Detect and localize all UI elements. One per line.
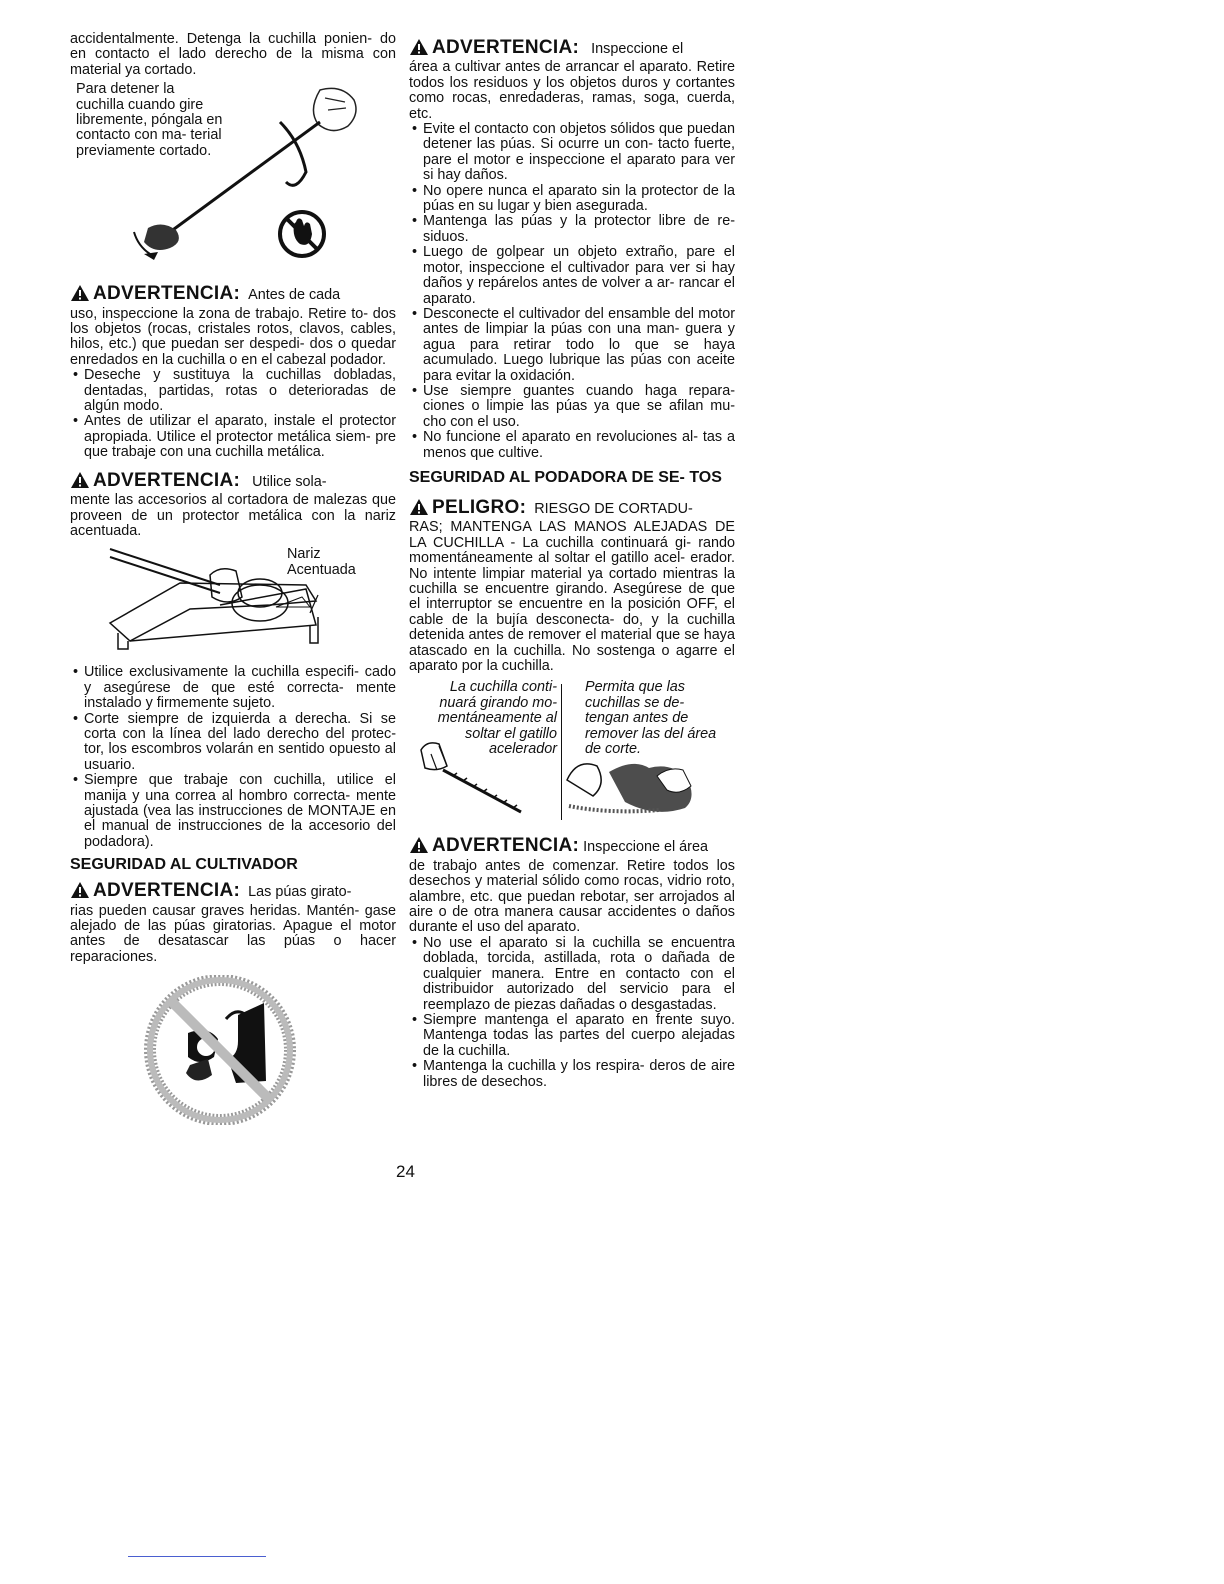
warning-3-text: rias pueden causar graves heridas. Mantén- gase alejado de las púas giratorias. Apague el motor antes de desatascar las púas o hacer reparaciones. — [70, 902, 396, 965]
right-column — [409, 32, 735, 1090]
warning-5-text: de trabajo antes de comenzar. Retire todos los desechos y material sólido como rocas, vidrio roto, alambre, etc. que puedan rebotar, ser arrojados al aire o de otra manera causar accidentes o daños durante el uso del aparato. — [409, 857, 735, 936]
warning-4-lead: Inspeccione el — [591, 41, 684, 57]
intro-text: accidentalmente. Detenga la cuchilla ponien- do en contacto el lado derecho de la misma con material ya cortado. — [70, 31, 396, 78]
list-item: • Utilice exclusivamente la cuchilla especifi- cado y asegúrese de que esté correcta- mente instalado y firmemente sujeto. — [84, 665, 396, 711]
list-item: • Mantenga las púas y la protector libre de re- siduos. — [423, 214, 735, 245]
trimmer-figure — [70, 82, 396, 278]
trimmer-figure-caption: Para detener la cuchilla cuando gire libremente, póngala en contacto con ma- terial previamente cortado. — [76, 81, 223, 159]
list-item: • Siempre mantenga el aparato en frente suyo. Mantenga todas las partes del cuerpo alejadas de la cuchilla. — [423, 1013, 735, 1059]
section-heading-cultivator: SEGURIDAD AL CULTIVADOR — [70, 856, 298, 874]
danger-heading — [409, 498, 735, 520]
warning-1-lead: Antes de cada — [248, 287, 341, 304]
left-column — [70, 32, 396, 1125]
warning-4-label: ADVERTENCIA: — [432, 37, 580, 58]
warning-5-label: ADVERTENCIA: — [432, 835, 580, 857]
warning-2-label: ADVERTENCIA: — [93, 469, 241, 491]
warning-triangle-icon — [70, 471, 90, 493]
no-feet-near-tines-icon — [70, 975, 396, 1125]
warning-3-lead: Las púas girato- — [248, 884, 352, 901]
list-item: • No use el aparato si la cuchilla se encuentra doblada, torcida, astillada, rota o dañada de cualquier manera. Entre en contacto con el distribuidor autorizado del servicio para el reemplazo de piezas dañadas o desgastadas. — [423, 936, 735, 1013]
list-item: • No funcione el aparato en revoluciones al- tas a menos que cultive. — [423, 430, 735, 461]
blade-guard-figure — [70, 545, 396, 661]
danger-lead: RIESGO DE CORTADU- — [534, 500, 693, 517]
hedge-trimmer-illustration — [409, 680, 735, 822]
list-item: • Desconecte el cultivador del ensamble del motor antes de limpiar la púas con una man- guera y agua para retirar todo lo que se haya acumulado. Luego lubrique las púas con aceite para evitar la oxidación. — [423, 307, 735, 384]
section-heading-hedge-trimmer: SEGURIDAD AL PODADORA DE SE- TOS — [409, 468, 722, 486]
warning-5-lead: Inspeccione el área — [583, 839, 708, 856]
warning-1-heading — [70, 284, 396, 306]
warning-2-text: mente las accesorios al cortadora de malezas que proveen de un protector metálica con la nariz acentuada. — [70, 492, 396, 539]
warning-5-bullets — [409, 936, 735, 1090]
danger-text: RAS; MANTENGA LAS MANOS ALEJADAS DE LA CUCHILLA - La cuchilla continuará gi- rando momentáneamente al soltar el gatillo acel- erador. No intente limpiar material ya cortado mientras la cuchilla se encuentre girando. Asegúrese de que el interruptor se encuentre en la posición OFF, el cable de la bujía desconecta- do, y la cuchilla detenida antes de remover el material que se haya atascado en la cuchilla. No sostenga o agarre el aparato por la cuchilla. — [409, 519, 735, 675]
warning-2-heading — [70, 471, 396, 493]
footer-rule — [128, 1556, 266, 1557]
list-item: • Siempre que trabaje con cuchilla, utilice el manija y una correa al hombro correcta- mente ajustada (vea las instrucciones de MONTAJE en el manual de instrucciones de la accesorio del podadora). — [84, 773, 396, 850]
warning-3-heading — [70, 881, 396, 903]
no-feet-figure — [70, 975, 396, 1125]
danger-label: PELIGRO: — [432, 496, 527, 518]
list-item: • No opere nunca el aparato sin la protector de la púas en su lugar y bien asegurada. — [423, 184, 735, 215]
warning-triangle-icon — [409, 498, 429, 520]
nose-label-line-2: Acentuada — [287, 562, 356, 579]
warning-3-label: ADVERTENCIA: — [93, 880, 241, 902]
warning-4-heading — [409, 38, 735, 60]
string-trimmer-illustration — [70, 82, 396, 278]
page-number: 24 — [396, 1162, 415, 1181]
hedge-trimmer-figure — [409, 680, 735, 822]
list-item: • Mantenga la cuchilla y los respira- deros de aire libres de desechos. — [423, 1059, 735, 1090]
warning-4-bullets — [409, 122, 735, 461]
list-item: • Luego de golpear un objeto extraño, pare el motor, inspeccione el cultivador para ver si hay daños y repárelos antes de volver a ar- rancar el aparato. — [423, 245, 735, 307]
list-item: • Corte siempre de izquierda a derecha. Si se corta con la línea del lado derecho del protec- tor, los escombros volarán en sentido opuesto al usuario. — [84, 712, 396, 774]
hedge-caption-right: Permita que las cuchillas se de- tengan antes de remover las del área de corte. — [585, 679, 717, 758]
warning-4-text: área a cultivar antes de arrancar el aparato. Retire todos los residuos y los objetos duros y cortantes como rocas, enredaderas, ramas, soga, cuerda, etc. — [409, 59, 735, 122]
warning-triangle-icon — [409, 38, 429, 60]
warning-1-label: ADVERTENCIA: — [93, 283, 241, 305]
warning-triangle-icon — [70, 881, 90, 903]
warning-triangle-icon — [409, 836, 429, 858]
warning-1-text: uso, inspeccione la zona de trabajo. Retire to- dos los objetos (rocas, cristales rotos, clavos, cables, hilos, etc.) que puedan ser despedi- dos o quedar enredados en la cuchilla o en el cabezal podador. — [70, 305, 396, 368]
warning-2-lead: Utilice sola- — [252, 473, 327, 490]
list-item: • Deseche y sustituya la cuchillas dobladas, dentadas, partidas, rotas o deterioradas de algún modo. — [84, 368, 396, 414]
list-item: • Evite el contacto con objetos sólidos que puedan detener las púas. Si ocurre un con- tacto fuerte, pare el motor e inspeccione el aparato para ver si hay daños. — [423, 122, 735, 184]
hedge-caption-left: La cuchilla conti- nuará girando mo- mentáneamente al soltar el gatillo acelerador — [437, 679, 557, 758]
nose-label-line-1: Nariz — [287, 546, 321, 563]
warning-1-bullets — [70, 368, 396, 460]
list-item: • Antes de utilizar el aparato, instale el protector apropiada. Utilice el protector metálica siem- pre que trabaje con una cuchilla metálica. — [84, 414, 396, 460]
guard-bullets — [70, 665, 396, 850]
list-item: • Use siempre guantes cuando haga repara- ciones o limpie las púas ya que se afilan mu- cho con el uso. — [423, 384, 735, 430]
warning-triangle-icon — [70, 284, 90, 306]
warning-5-heading — [409, 836, 735, 858]
